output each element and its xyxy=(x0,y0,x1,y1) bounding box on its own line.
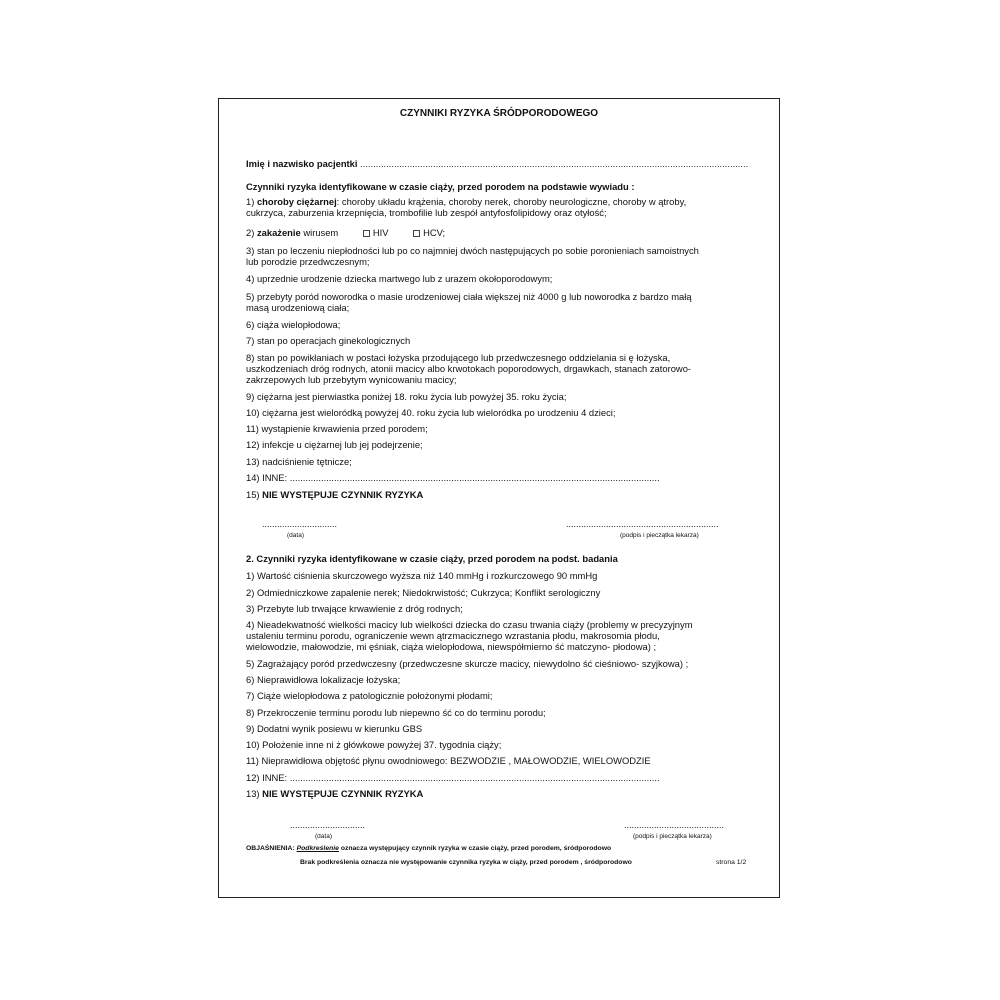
s1-item13[interactable]: 13) nadciśnienie tętnicze; xyxy=(246,456,352,467)
s1-item1-line2: cukrzyca, zaburzenia krzepnięcia, trombofilie lub zespół antyfosfolipidowy oraz otyłość; xyxy=(246,207,607,218)
footer-expl-line2: Brak podkreślenia oznacza nie występowanie czynnika ryzyka w ciąży, przed porodem , śródporodowo xyxy=(300,859,632,866)
s1-item14-other[interactable]: 14) INNE: .............................................................................................................................................. xyxy=(246,472,660,483)
s1-signature-label: (podpis i pieczątka lekarza) xyxy=(620,532,699,539)
s2-item3[interactable]: 3) Przebyte lub trwające krwawienie z dróg rodnych; xyxy=(246,603,463,614)
s2-item4-line1[interactable]: 4) Nieadekwatność wielkości macicy lub wielkości dziecka do czasu trwania ciąży (problemy w precyzyjnym xyxy=(246,619,693,630)
patient-name-field[interactable]: ..................................................................................................................................................... xyxy=(360,158,749,169)
s1-item7[interactable]: 7) stan po operacjach ginekologicznych xyxy=(246,335,411,346)
page-number: strona 1/2 xyxy=(716,859,747,866)
s2-date-field[interactable]: .............................. xyxy=(290,820,366,830)
s1-item5-line2: masą urodzeniową ciała; xyxy=(246,302,350,313)
s1-item10[interactable]: 10) ciężarna jest wieloródką powyżej 40. roku życia lub wieloródka po urodzeniu 4 dzieci; xyxy=(246,407,616,418)
hiv-checkbox[interactable] xyxy=(363,230,370,237)
s2-item9[interactable]: 9) Dodatni wynik posiewu w kierunku GBS xyxy=(246,723,423,734)
s1-item1-line1[interactable] xyxy=(246,196,686,207)
s1-item1-num: 1) xyxy=(246,196,255,207)
s1-item8-line2: uszkodzeniach dróg rodnych, atonii macicy albo krwotokach poporodowych, drgawkach, stanach zatorowo- xyxy=(246,363,692,374)
s1-date-label: (data) xyxy=(287,532,304,539)
s1-item11[interactable]: 11) wystąpienie krwawienia przed porodem; xyxy=(246,423,428,434)
s2-item5[interactable]: 5) Zagrażający poród przedwczesny (przedwczesne skurcze macicy, niewydolno ść cieśniowo- szyjkowa) ; xyxy=(246,658,689,669)
s1-item15-num: 15) xyxy=(246,489,260,500)
s2-item4-line3: wielowodzie, małowodzie, mi ęśniak, ciąża wielopłodowa, niewspółmierno ść matczyno- płodowa) ; xyxy=(246,641,657,652)
s1-item8-line1[interactable]: 8) stan po powikłaniach w postaci łożyska przodującego lub przedwczesnego oddzielania si ę łożyska, xyxy=(246,352,671,363)
s2-date-label: (data) xyxy=(315,833,332,840)
s2-item1[interactable]: 1) Wartość ciśnienia skurczowego wyższa niż 140 mmHg i rozkurczowego 90 mmHg xyxy=(246,570,598,581)
s1-item2-num: 2) xyxy=(246,227,255,238)
hiv-label: HIV xyxy=(372,227,389,238)
s1-item5-line1[interactable]: 5) przebyty poród noworodka o masie urodzeniowej ciała większej niż 4000 g lub noworodka z bardzo małą xyxy=(246,291,692,302)
s1-item1-text: : choroby układu krążenia, choroby nerek, choroby neurologiczne, choroby w ątroby, xyxy=(336,196,687,207)
s2-item11[interactable]: 11) Nieprawidłowa objętość płynu owodniowego: BEZWODZIE , MAŁOWODZIE, WIELOWODZIE xyxy=(246,755,651,766)
s1-item3-line1[interactable]: 3) stan po leczeniu niepłodności lub po co najmniej dwóch następujących po sobie poronieniach samoistnych xyxy=(246,245,699,256)
s2-item6[interactable]: 6) Nieprawidłowa lokalizacje łożyska; xyxy=(246,674,401,685)
s1-date-field[interactable]: .............................. xyxy=(262,519,338,529)
footer-expl-text: oznacza występujący czynnik ryzyka w czasie ciąży, przed porodem, śródporodowo xyxy=(340,845,612,852)
s2-item4-line2: ustaleniu terminu porodu, ograniczenie wewn ątrzmacicznego wzrastania płodu, makrosomia płodu, xyxy=(246,630,660,641)
s1-item15-bold: NIE WYSTĘPUJE CZYNNIK RYZYKA xyxy=(262,489,424,500)
hcv-label: HCV; xyxy=(423,227,446,238)
s1-item12[interactable]: 12) infekcje u ciężarnej lub jej podejrzenie; xyxy=(246,439,423,450)
s2-item13-bold: NIE WYSTĘPUJE CZYNNIK RYZYKA xyxy=(262,788,424,799)
patient-name-label: Imię i nazwisko pacjentki xyxy=(246,158,358,169)
section1-heading: Czynniki ryzyka identyfikowane w czasie ciąży, przed porodem na podstawie wywiadu : xyxy=(246,181,635,192)
s2-item2[interactable]: 2) Odmiedniczkowe zapalenie nerek; Niedokrwistość; Cukrzyca; Konflikt serologiczny xyxy=(246,587,601,598)
s2-signature-label: (podpis i pieczątka lekarza) xyxy=(633,833,712,840)
s2-item12-other[interactable]: 12) INNE: .............................................................................................................................................. xyxy=(246,772,660,783)
hcv-checkbox[interactable] xyxy=(413,230,420,237)
s2-item13[interactable] xyxy=(246,788,423,799)
s1-item2-bold: zakażenie xyxy=(256,227,301,238)
footer-expl-label: OBJAŚNIENIA: xyxy=(246,845,295,852)
footer-expl-underline: Podkreślenie xyxy=(296,845,339,852)
s2-item8[interactable]: 8) Przekroczenie terminu porodu lub niepewno ść co do terminu porodu; xyxy=(246,707,546,718)
s1-item6[interactable]: 6) ciąża wielopłodowa; xyxy=(246,319,341,330)
s2-item10[interactable]: 10) Położenie inne ni ż główkowe powyżej 37. tygodnia ciąży; xyxy=(246,739,502,750)
s1-item15[interactable] xyxy=(246,489,423,500)
s1-signature-field[interactable]: ............................................................. xyxy=(566,519,719,529)
s2-item13-num: 13) xyxy=(246,788,260,799)
s1-item1-bold: choroby ciężarnej xyxy=(256,196,337,207)
section2-heading: 2. Czynniki ryzyka identyfikowane w czasie ciąży, przed porodem na podst. badania xyxy=(246,553,618,564)
s1-item3-line2: lub porodzie przedwczesnym; xyxy=(246,256,370,267)
s1-item9[interactable]: 9) ciężarna jest pierwiastka poniżej 18. roku życia lub powyżej 35. roku życia; xyxy=(246,391,567,402)
s1-item2[interactable] xyxy=(246,227,445,238)
footer-explanation xyxy=(246,845,611,852)
form-page xyxy=(218,98,780,898)
s1-item2-text: wirusem xyxy=(303,227,339,238)
s2-item7[interactable]: 7) Ciąże wielopłodowa z patologicznie położonymi płodami; xyxy=(246,690,493,701)
s1-item8-line3: zakrzepowych lub przebytym wynicowaniu macicy; xyxy=(246,374,457,385)
s2-signature-field[interactable]: ........................................ xyxy=(624,820,725,830)
form-title: CZYNNIKI RYZYKA ŚRÓDPORODOWEGO xyxy=(399,108,599,119)
s1-item4[interactable]: 4) uprzednie urodzenie dziecka martwego lub z urazem okołoporodowym; xyxy=(246,273,553,284)
patient-name-row xyxy=(246,158,748,169)
